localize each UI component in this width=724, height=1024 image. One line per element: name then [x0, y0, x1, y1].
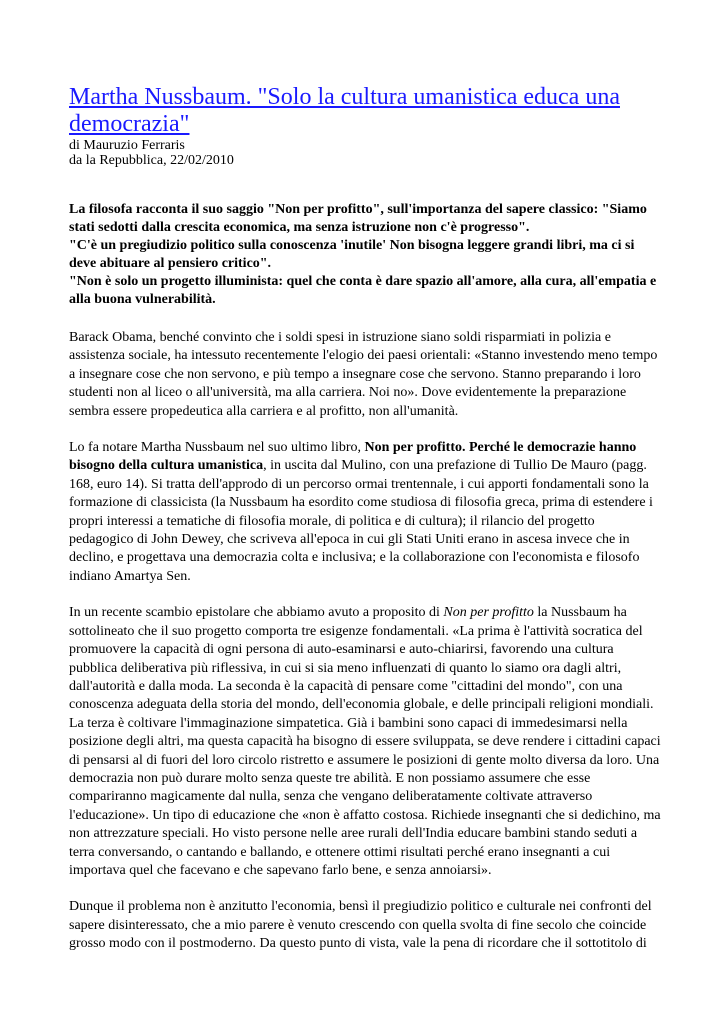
body-paragraph: Dunque il problema non è anzitutto l'economia, bensì il pregiudizio politico e culturale nei confronti del sapere disinteressato, che a mio parere è venuto crescendo con quella svolta di fine secolo che coincide grosso modo con il postmoderno. Da questo punto di vista, vale la pena di ricordare che il sottotitolo di: [69, 899, 652, 952]
body-paragraph: Barack Obama, benché convinto che i soldi spesi in istruzione siano soldi risparmiati in polizia e assistenza sociale, ha intessuto recentemente l'elogio dei paesi orientali: «Stanno investendo meno tempo a insegnare cose che non servono, e più tempo a insegnare cose che servono. Stanno preparando i loro studenti non al liceo o all'università, ma alla carriera. Noi no». Dove evidentemente la preparazione sembra essere propedeutica alla carriera e al profitto, non all'umanità.: [69, 330, 658, 419]
article-source: da la Repubblica, 22/02/2010: [69, 153, 234, 168]
article-title-link[interactable]: Martha Nussbaum. "Solo la cultura umanistica educa una democrazia": [69, 84, 620, 137]
lead-paragraph: "Non è solo un progetto illuminista: quel che conta è dare spazio all'amore, alla cura, all'empatia e alla buona vulnerabilità.: [69, 274, 657, 307]
article-lead: [69, 201, 661, 309]
text-run: la Nussbaum ha sottolineato che il suo progetto comporta tre esigenze fondamentali. «La prima è l'attività socratica del promuovere la capacità di ogni persona di auto-esaminarsi e auto-chiarirsi, favorendo una cultura pubblica deliberativa più riflessiva, in cui si sia meno influenzati di quanto lo siamo ora dagli altri, dall'autorità e dalla moda. La seconda è la capacità di pensare come "cittadini del mondo", con una conoscenza adeguata della storia del mondo, dell'economia globale, e delle principali religioni mondiali. La terza è coltivare l'immaginazione simpatetica. Già i bambini sono capaci di immedesimarsi nella posizione degli altri, ma questa capacità ha bisogno di essere sviluppata, se deve rendere i cittadini capaci di pensarsi al di fuori del loro circolo ristretto e assumere le posizioni di gente molto diversa da loro. Una democrazia non può durare molto senza queste tre abilità. E non possiamo assumere che esse compariranno magicamente dal nulla, senza che vengano deliberatamente coltivate attraverso l'educazione». Un tipo di educazione che «non è affatto costosa. Richiede insegnanti che si dedichino, ma non attrezzature speciali. Ho visto persone nelle aree rurali dell'India educare bambini stando seduti a terra conversando, o cantando e ballando, e ottenere ottimi risultati perché erano insegnanti a cui importava quel che facevano e che sapevano farlo bene, e senza annoiarsi».: [69, 605, 661, 878]
book-title-italic: Non per profitto: [443, 605, 534, 621]
article: [69, 84, 661, 954]
lead-paragraph: La filosofa racconta il suo saggio "Non per profitto", sull'importanza del sapere classico: "Siamo stati sedotti dalla crescita economica, ma senza istruzione non c'è progresso".: [69, 202, 647, 235]
article-author: di Mauruzio Ferraris: [69, 138, 185, 153]
book-title-bold: Non per profitto. Perché le democrazie hanno bisogno della cultura umanistica: [69, 440, 637, 474]
article-body: [69, 329, 661, 954]
text-run: Lo fa notare Martha Nussbaum nel suo ultimo libro,: [69, 440, 365, 456]
body-paragraph: [69, 439, 661, 586]
text-run: In un recente scambio epistolare che abbiamo avuto a proposito di: [69, 605, 444, 621]
article-title: [69, 84, 661, 138]
lead-paragraph: "C'è un pregiudizio politico sulla conoscenza 'inutile' Non bisogna leggere grandi libri, ma ci si deve abituare al pensiero critico".: [69, 238, 635, 271]
text-run: , in uscita dal Mulino, con una prefazione di Tullio De Mauro (pagg. 168, euro 14). Si tratta dell'approdo di un percorso ormai trentennale, i cui apporti fondamentali sono la formazione di classicista (la Nussbaum ha esordito come studiosa di filosofia greca, prima di estendere i propri interessi a tematiche di filosofia morale, di politica e di cultura); il rilancio del progetto pedagogico di John Dewey, che scriveva all'epoca in cui gli Stati Uniti erano in ascesa invece che in declino, e progettava una democrazia colta e inclusiva; e la collaborazione con l'economista e filosofo indiano Amartya Sen.: [69, 458, 653, 584]
body-paragraph: [69, 604, 661, 880]
